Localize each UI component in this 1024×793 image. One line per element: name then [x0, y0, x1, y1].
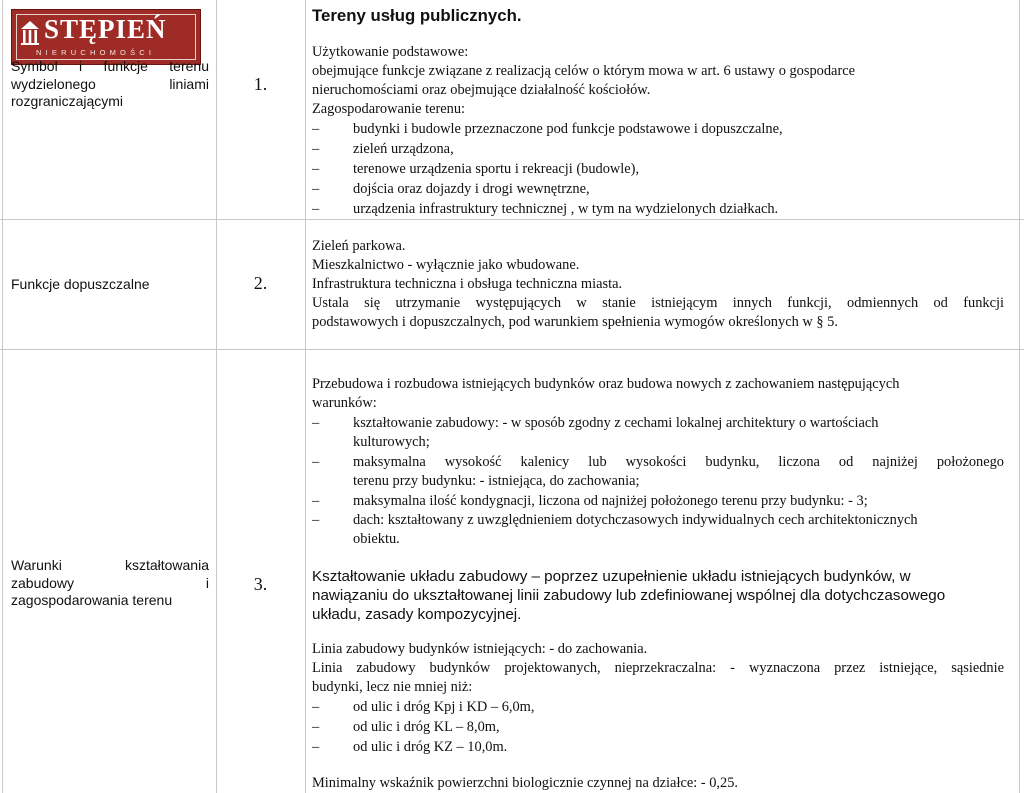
- row-1-intro-line: Użytkowanie podstawowe:: [312, 44, 469, 60]
- logo-subtitle: NIERUCHOMOŚCI: [36, 48, 156, 57]
- row-1-intro-line: nieruchomościami oraz obejmujące działalność kościołów.: [312, 82, 651, 98]
- row-1-intro-line: obejmujące funkcje związane z realizacją celów o którym mowa w art. 6 ustawy o gospodarce: [312, 63, 856, 79]
- house-icon: [20, 20, 40, 46]
- bullet-dash: –: [312, 201, 320, 217]
- row-2-line: Ustala się utrzymanie występujących w stanie istniejącym innych funkcji, odmiennych od funkcji: [312, 295, 1004, 311]
- bullet-text: od ulic i dróg KZ – 10,0m.: [353, 739, 508, 755]
- bullet-dash: –: [312, 141, 320, 157]
- bullet-dash: –: [312, 739, 320, 755]
- row-1-label-line: Symbol i funkcje terenu: [11, 58, 209, 74]
- bullet-text: budynki i budowle przeznaczone pod funkcje podstawowe i dopuszczalne,: [353, 121, 783, 137]
- row-2-line: Infrastruktura techniczna i obsługa techniczna miasta.: [312, 276, 623, 292]
- table-border-left: [2, 0, 3, 793]
- row-divider-1: [0, 219, 1024, 220]
- row-1-heading: Tereny usług publicznych.: [312, 6, 522, 25]
- bullet-text: terenowe urządzenia sportu i rekreacji (budowle),: [353, 161, 640, 177]
- bullet-text: kształtowanie zabudowy: - w sposób zgodny z cechami lokalnej architektury o wartościach kulturowych;: [353, 415, 879, 450]
- bullet-dash: –: [312, 121, 320, 137]
- row-1-intro-line: Zagospodarowanie terenu:: [312, 101, 466, 117]
- bullet-dash: –: [312, 719, 320, 735]
- bullet-text: urządzenia infrastruktury technicznej , w tym na wydzielonych działkach.: [353, 201, 779, 217]
- row-3-label-line: zagospodarowania terenu: [11, 592, 173, 608]
- row-2-line: podstawowych i dopuszczalnych, pod warunkiem spełnienia wymogów określonych w § 5.: [312, 314, 838, 330]
- table-divider-2: [305, 0, 306, 793]
- row-divider-2: [0, 349, 1024, 350]
- row-3-layout-line: Kształtowanie układu zabudowy – poprzez uzupełnienie układu istniejących budynków, w: [312, 568, 911, 585]
- row-3-layout-line: nawiązaniu do ukształtowanej linii zabudowy lub zdefiniowanej wspólnej dla dotychczasowego: [312, 587, 946, 604]
- bullet-text: od ulic i dróg Kpj i KD – 6,0m,: [353, 699, 535, 715]
- bullet-text: dojścia oraz dojazdy i drogi wewnętrzne,: [353, 181, 590, 197]
- bullet-dash: –: [312, 493, 320, 509]
- bullet-text: maksymalna wysokość kalenicy lub wysokości budynku, liczona od najniżej położonego terenu przy budynku: - istniejąca, do zachowania;: [353, 454, 1004, 489]
- bullet-text: od ulic i dróg KL – 8,0m,: [353, 719, 500, 735]
- row-1-label-line: rozgraniczającymi: [11, 93, 124, 109]
- bullet-dash: –: [312, 699, 320, 715]
- bullet-text: maksymalna ilość kondygnacji, liczona od najniżej położonego terenu przy budynku: - 3;: [353, 493, 868, 509]
- row-3-bullet: [312, 511, 1004, 548]
- bullet-text: dach: kształtowany z uwzględnieniem dotychczasowych indywidualnych cech architektonicznych obiektu.: [353, 512, 918, 547]
- table-border-right: [1019, 0, 1020, 793]
- row-2-line: Zieleń parkowa.: [312, 238, 406, 254]
- row-3-label: [11, 557, 209, 610]
- row-3-last-line: Minimalny wskaźnik powierzchni biologicznie czynnej na działce: - 0,25.: [312, 775, 738, 791]
- stepien-logo: [11, 9, 201, 65]
- bullet-dash: –: [312, 512, 320, 528]
- row-3-layout-line: układu, zasady kompozycyjnej.: [312, 606, 522, 623]
- row-1-label: [11, 58, 209, 111]
- bullet-dash: –: [312, 181, 320, 197]
- logo-brand: STĘPIEŃ: [44, 14, 167, 44]
- row-3-building-line: budynki, lecz nie mniej niż:: [312, 679, 473, 695]
- row-2-number: 2.: [253, 273, 268, 293]
- row-3-intro-line: Przebudowa i rozbudowa istniejących budynków oraz budowa nowych z zachowaniem następujących: [312, 376, 900, 392]
- row-3-label-line: zabudowy i: [11, 574, 209, 591]
- row-2-line: Mieszkalnictwo - wyłącznie jako wbudowane.: [312, 257, 580, 273]
- row-1-number: 1.: [253, 74, 268, 94]
- bullet-text: zieleń urządzona,: [353, 141, 454, 157]
- row-2-label: Funkcje dopuszczalne: [11, 276, 150, 292]
- row-3-bullet: [312, 453, 1004, 490]
- table-divider-1: [216, 0, 217, 793]
- bullet-dash: –: [312, 415, 320, 431]
- row-3-number: 3.: [253, 574, 268, 594]
- row-3-building-line: Linia zabudowy budynków istniejących: - do zachowania.: [312, 641, 648, 657]
- bullet-dash: –: [312, 454, 320, 470]
- row-3-bullet: [312, 414, 1004, 451]
- row-3-building-line: Linia zabudowy budynków projektowanych, nieprzekraczalna: - wyznaczona przez istniejące, sąsiednie: [312, 660, 1004, 676]
- bullet-dash: –: [312, 161, 320, 177]
- row-3-label-line: Warunki kształtowania: [11, 557, 209, 573]
- row-1-label-line: wydzielonego liniami: [11, 75, 209, 92]
- row-3-intro-line: warunków:: [312, 395, 377, 411]
